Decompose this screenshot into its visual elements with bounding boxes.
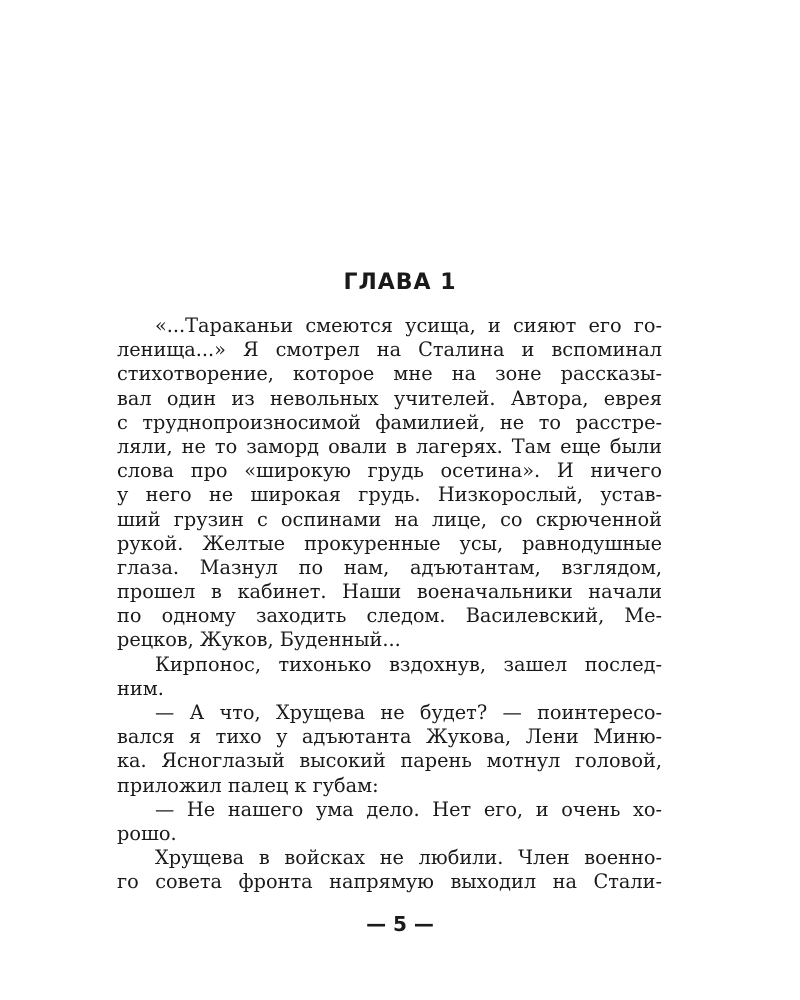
text-line: «...Тараканьи смеются усища, и сияют его го- (155, 314, 662, 337)
text-line: ляли, не то заморд овали в лагерях. Там еще были (117, 434, 662, 458)
text-line: ший грузин с оспинами на лице, со скрюченной (117, 507, 662, 531)
text-line: рецков, Жуков, Буденный... (117, 628, 401, 652)
text-line: ленища...» Я смотрел на Сталина и вспоминал (117, 338, 662, 362)
text-line: глаза. Мазнул по нам, адъютантам, взглядом, (117, 555, 662, 579)
text-line: слова про «широкую грудь осетина». И ничего (117, 459, 662, 483)
text-line: у него не широкая грудь. Низкорослый, устав- (117, 483, 662, 507)
text-line: ка. Ясноглазый высокий парень мотнул головой, (117, 749, 662, 773)
text-line: стихотворение, которое мне на зоне рассказы- (117, 362, 662, 386)
page-number: — 5 — (366, 912, 434, 936)
text-line: приложил палец к губам: (117, 773, 379, 797)
text-line: вал один из невольных учителей. Автора, еврея (117, 386, 662, 410)
text-line: рукой. Желтые прокуренные усы, равнодушные (117, 531, 662, 555)
text-line: вался я тихо у адъютанта Жукова, Лени Миню- (117, 725, 662, 749)
text-line: — А что, Хрущева не будет? — поинтересо- (155, 701, 662, 724)
text-line: Кирпонос, тихонько вздохнув, зашел послед- (155, 652, 662, 676)
text-line: по одному заходить следом. Василевский, Ме- (117, 604, 662, 628)
text-line: с труднопроизносимой фамилией, не то расстре- (117, 410, 662, 434)
text-line: — Не нашего ума дело. Нет его, и очень хо- (155, 797, 662, 821)
text-line: рошо. (117, 821, 177, 845)
text-line: ним. (117, 676, 164, 700)
text-line: го совета фронта напрямую выходил на Стали- (117, 870, 662, 894)
text-line: Хрущева в войсках не любили. Член военно- (155, 846, 662, 870)
text-line: прошел в кабинет. Наши военачальники начали (117, 580, 662, 604)
body-text (117, 314, 662, 895)
chapter-title: ГЛАВА 1 (343, 270, 457, 295)
